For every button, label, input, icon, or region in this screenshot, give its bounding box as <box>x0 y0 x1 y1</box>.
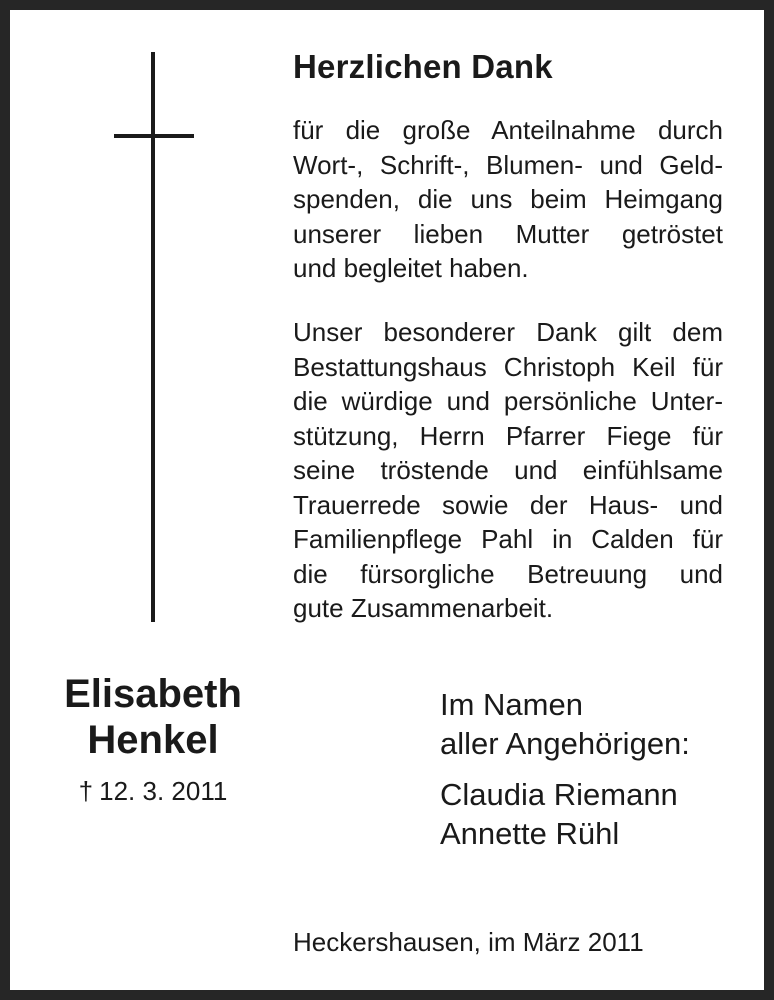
paragraph-line: die würdige und persönliche Unter- <box>293 386 723 416</box>
paragraph-line: spenden, die uns beim Heimgang <box>293 184 723 214</box>
paragraph-line: Trauerrede sowie der Haus- und <box>293 489 723 520</box>
thanks-paragraph <box>293 113 723 286</box>
signatory-name: Annette Rühl <box>440 816 620 851</box>
paragraph-line: und begleitet haben. <box>293 253 529 283</box>
special-thanks-paragraph <box>293 315 723 626</box>
paragraph-line: Bestattungshaus Christoph Keil für <box>293 351 723 382</box>
signature-intro-line: Im Namen <box>440 687 583 722</box>
paragraph-line: unserer lieben Mutter getröstet <box>293 218 723 249</box>
deceased-last-name: Henkel <box>87 718 219 762</box>
paragraph-line: Familienpflege Pahl in Calden für <box>293 524 723 554</box>
paragraph-line: gute Zusammenarbeit. <box>293 593 554 623</box>
paragraph-line: die fürsorgliche Betreuung und <box>293 558 723 589</box>
paragraph-line: stützung, Herrn Pfarrer Fiege für <box>293 420 723 451</box>
cross-icon-crossbar <box>114 134 194 138</box>
paragraph-line: Wort-, Schrift-, Blumen- und Geld- <box>293 149 723 180</box>
signature-intro-line: aller Angehörigen: <box>440 726 690 761</box>
place-and-date: Heckershausen, im März 2011 <box>293 927 644 957</box>
signature-names <box>440 775 678 853</box>
death-date-line <box>30 774 276 808</box>
notice-heading: Herzlichen Dank <box>293 48 553 85</box>
signatory-name: Claudia Riemann <box>440 777 678 812</box>
signature-intro <box>440 685 690 763</box>
deceased-first-name: Elisabeth <box>64 672 242 716</box>
paragraph-line: seine tröstende und einfühlsame <box>293 455 723 485</box>
paragraph-line: Unser besonderer Dank gilt dem <box>293 317 723 347</box>
death-date: 12. 3. 2011 <box>99 776 228 806</box>
paragraph-line: für die große Anteilnahme durch <box>293 115 723 145</box>
dagger-icon: † <box>78 776 94 806</box>
